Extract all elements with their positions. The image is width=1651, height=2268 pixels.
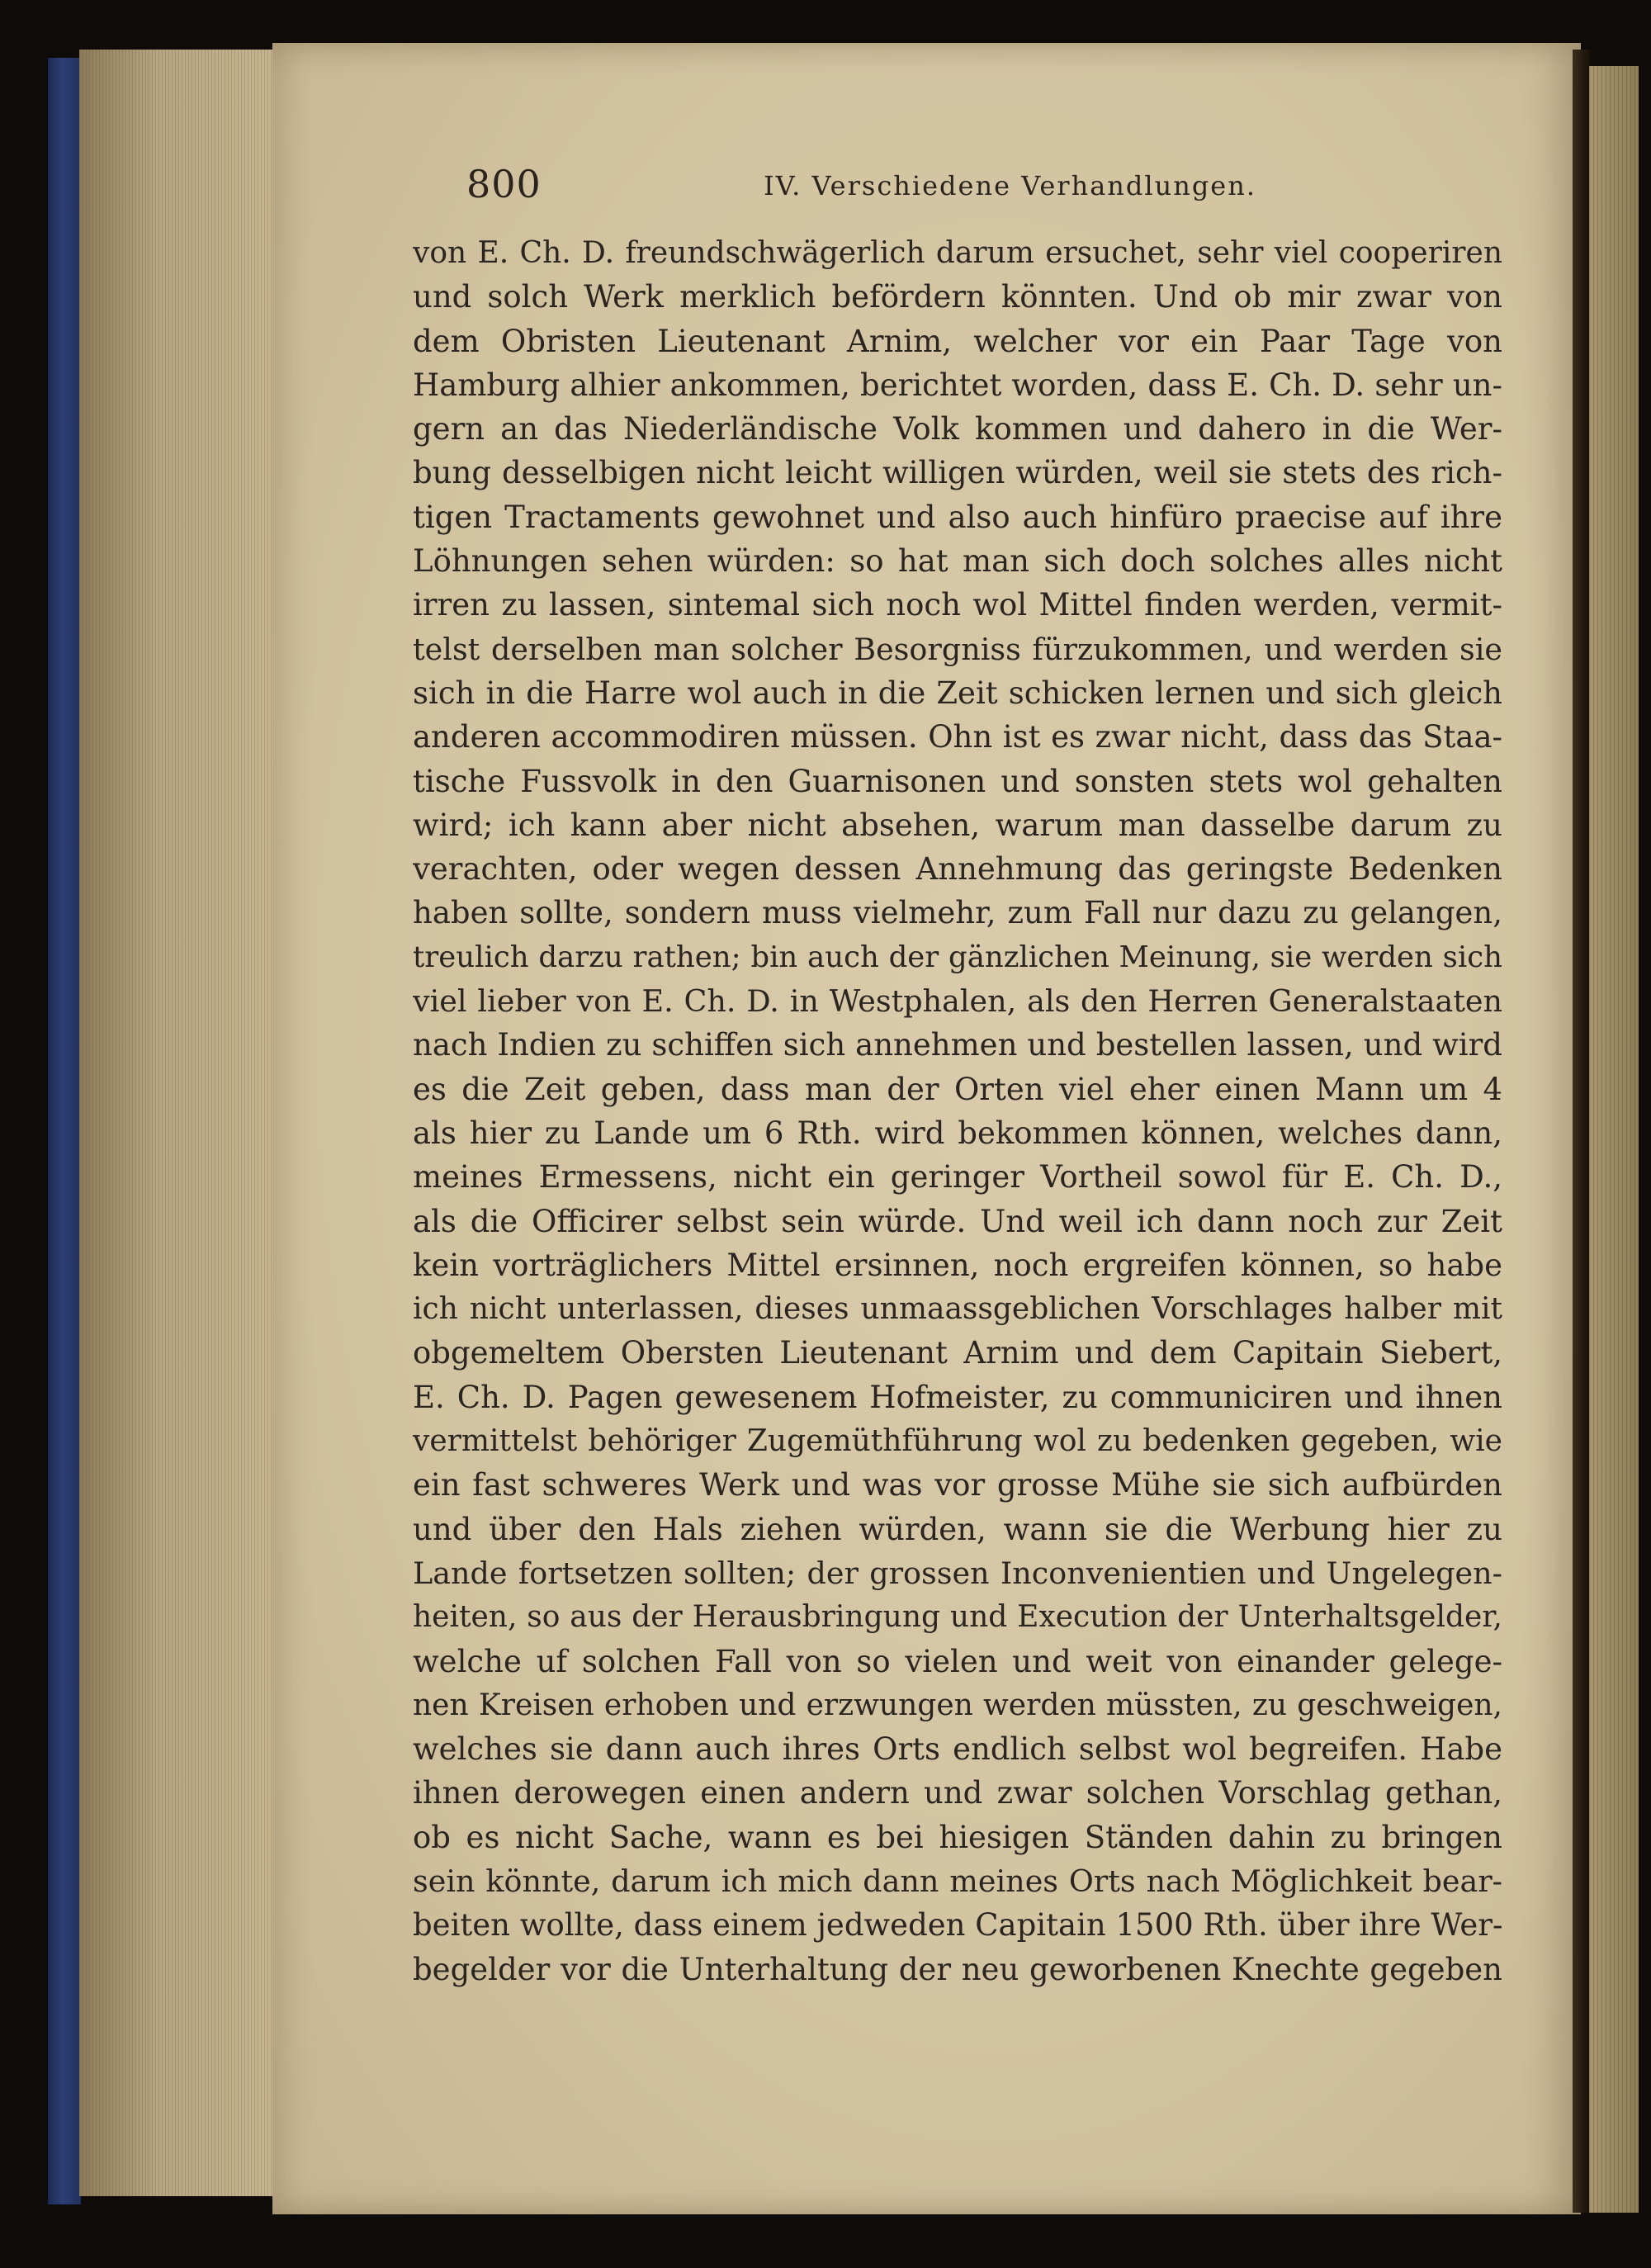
text-line: es die Zeit geben, dass man der Orten viel eher einen Mann um 4 [413, 1071, 1502, 1107]
text-line: begelder vor die Unterhaltung der neu geworbenen Knechte gegeben [413, 1951, 1502, 1987]
text-line: telst derselben man solcher Besorgniss fürzukommen, und werden sie [413, 631, 1502, 667]
text-line: E. Ch. D. Pagen gewesenem Hofmeister, zu communiciren und ihnen [413, 1379, 1502, 1415]
text-line: Löhnungen sehen würden: so hat man sich doch solches alles nicht [413, 543, 1502, 580]
text-line: dem Obristen Lieutenant Arnim, welcher vor ein Paar Tage von [413, 323, 1502, 359]
running-head: IV. Verschiedene Verhandlungen. [764, 170, 1257, 201]
text-line: obgemeltem Obersten Lieutenant Arnim und dem Capitain Siebert, [413, 1335, 1502, 1371]
text-line: als hier zu Lande um 6 Rth. wird bekommen können, welches dann, [413, 1115, 1502, 1151]
text-line: anderen accommodiren müssen. Ohn ist es zwar nicht, dass das Staa- [413, 719, 1502, 755]
text-line: und solch Werk merklich befördern könnten. Und ob mir zwar von [413, 279, 1502, 315]
text-line: kein vorträglichers Mittel ersinnen, noch ergreifen können, so habe [413, 1247, 1502, 1283]
text-line: viel lieber von E. Ch. D. in Westphalen, als den Herren Generalstaaten [413, 983, 1502, 1020]
text-line: wird; ich kann aber nicht absehen, warum man dasselbe darum zu [413, 807, 1502, 843]
text-line: als die Officirer selbst sein würde. Und weil ich dann noch zur Zeit [413, 1203, 1502, 1239]
text-line: nach Indien zu schiffen sich annehmen und bestellen lassen, und wird [413, 1027, 1502, 1063]
body-text [413, 231, 1502, 1991]
text-line: ich nicht unterlassen, dieses unmaassgeblichen Vorschlages halber mit [413, 1292, 1502, 1327]
text-line: vermittelst behöriger Zugemüthführung wol zu bedenken gegeben, wie [413, 1424, 1502, 1459]
text-line: sein könnte, darum ich mich dann meines Orts nach Möglichkeit bear- [413, 1863, 1502, 1899]
page-number: 800 [466, 162, 542, 206]
book-cover-edge [48, 58, 81, 2204]
text-line: ein fast schweres Werk und was vor grosse Mühe sie sich aufbürden [413, 1467, 1502, 1503]
text-line: gern an das Niederländische Volk kommen und dahero in die Wer- [413, 411, 1502, 447]
text-line: haben sollte, sondern muss vielmehr, zum Fall nur dazu zu gelangen, [413, 895, 1502, 931]
text-line: Hamburg alhier ankommen, berichtet worden, dass E. Ch. D. sehr un- [413, 367, 1502, 403]
text-line: ob es nicht Sache, wann es bei hiesigen Ständen dahin zu bringen [413, 1819, 1502, 1855]
text-line: tische Fussvolk in den Guarnisonen und sonsten stets wol gehalten [413, 763, 1502, 799]
text-line: meines Ermessens, nicht ein geringer Vortheil sowol für E. Ch. D., [413, 1159, 1502, 1196]
book-gutter [1573, 50, 1591, 2213]
text-line: welche uf solchen Fall von so vielen und weit von einander gelege- [413, 1643, 1502, 1679]
text-line: ihnen derowegen einen andern und zwar solchen Vorschlag gethan, [413, 1775, 1502, 1811]
text-line: bung desselbigen nicht leicht willigen würden, weil sie stets des rich- [413, 455, 1502, 491]
text-line: von E. Ch. D. freundschwägerlich darum ersuchet, sehr viel cooperiren [413, 236, 1502, 270]
page-header [466, 162, 1507, 220]
text-line: nen Kreisen erhoben und erzwungen werden müssten, zu geschweigen, [413, 1688, 1502, 1722]
text-line: Lande fortsetzen sollten; der grossen Inconvenientien und Ungelegen- [413, 1555, 1502, 1591]
page-stack-left [79, 50, 277, 2196]
text-line: tigen Tractaments gewohnet und also auch hinfüro praecise auf ihre [413, 499, 1502, 535]
text-line: und über den Hals ziehen würden, wann sie die Werbung hier zu [413, 1511, 1502, 1547]
text-line: treulich darzu rathen; bin auch der gänzlichen Meinung, sie werden sich [413, 940, 1502, 974]
text-line: verachten, oder wegen dessen Annehmung das geringste Bedenken [413, 851, 1502, 888]
page-stack-right [1589, 66, 1639, 2213]
text-line: welches sie dann auch ihres Orts endlich selbst wol begreifen. Habe [413, 1731, 1502, 1768]
text-line: sich in die Harre wol auch in die Zeit schicken lernen und sich gleich [413, 675, 1502, 711]
text-line: irren zu lassen, sintemal sich noch wol Mittel finden werden, vermit- [413, 587, 1502, 623]
text-line: beiten wollte, dass einem jedweden Capitain 1500 Rth. über ihre Wer- [413, 1907, 1502, 1944]
text-line: heiten, so aus der Herausbringung und Execution der Unterhaltsgelder, [413, 1600, 1502, 1635]
